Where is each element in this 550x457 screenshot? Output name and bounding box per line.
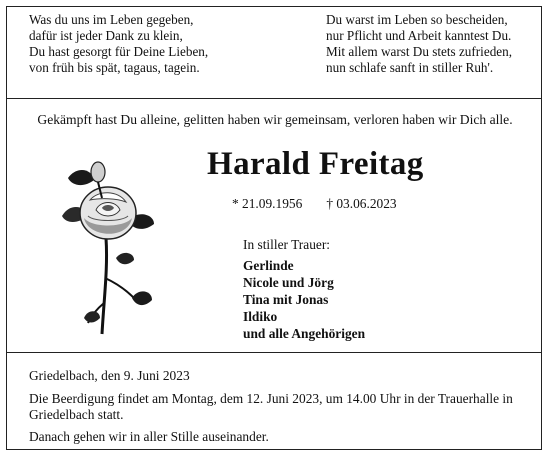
mourner-name: und alle Angehörigen xyxy=(243,326,366,341)
life-dates xyxy=(232,196,397,212)
verse-line: Du hast gesorgt für Deine Lieben, xyxy=(29,44,209,59)
place-date: Griedelbach, den 9. Juni 2023 xyxy=(29,368,190,383)
funeral-info: Die Beerdigung findet am Montag, dem 12. Juni 2023, um 14.00 Uhr in der Trauerhalle in Griedelbach statt. xyxy=(29,391,513,422)
deceased-name: Harald Freitag xyxy=(207,146,424,182)
verse-line: nun schlafe sanft in stiller Ruh'. xyxy=(326,60,494,75)
death-date: † 03.06.2023 xyxy=(326,196,397,211)
verse-line: dafür ist jeder Dank zu klein, xyxy=(29,28,183,43)
verse-line: Was du uns im Leben gegeben, xyxy=(29,12,194,27)
mourner-name: Ildiko xyxy=(243,309,278,324)
rose-illustration xyxy=(58,158,158,336)
birth-date: * 21.09.1956 xyxy=(232,196,303,211)
verse-left xyxy=(29,12,208,76)
verse-right xyxy=(326,12,512,76)
motto: Gekämpft hast Du alleine, gelitten haben wir gemeinsam, verloren haben wir Dich alle. xyxy=(37,112,513,127)
mourner-name: Nicole und Jörg xyxy=(243,275,334,290)
mourner-name: Gerlinde xyxy=(243,258,294,273)
verse-line: von früh bis spät, tagaus, tagein. xyxy=(29,60,200,75)
mourners-block xyxy=(243,236,365,342)
divider-top xyxy=(6,98,542,99)
mourner-name: Tina mit Jonas xyxy=(243,292,329,307)
verse-line: nur Pflicht und Arbeit kanntest Du. xyxy=(326,28,512,43)
mourners-heading: In stiller Trauer: xyxy=(243,237,331,252)
verse-line: Du warst im Leben so bescheiden, xyxy=(326,12,508,27)
divider-bottom xyxy=(6,352,542,353)
closing-line: Danach gehen wir in aller Stille auseinander. xyxy=(29,429,269,444)
verse-line: Mit allem warst Du stets zufrieden, xyxy=(326,44,513,59)
